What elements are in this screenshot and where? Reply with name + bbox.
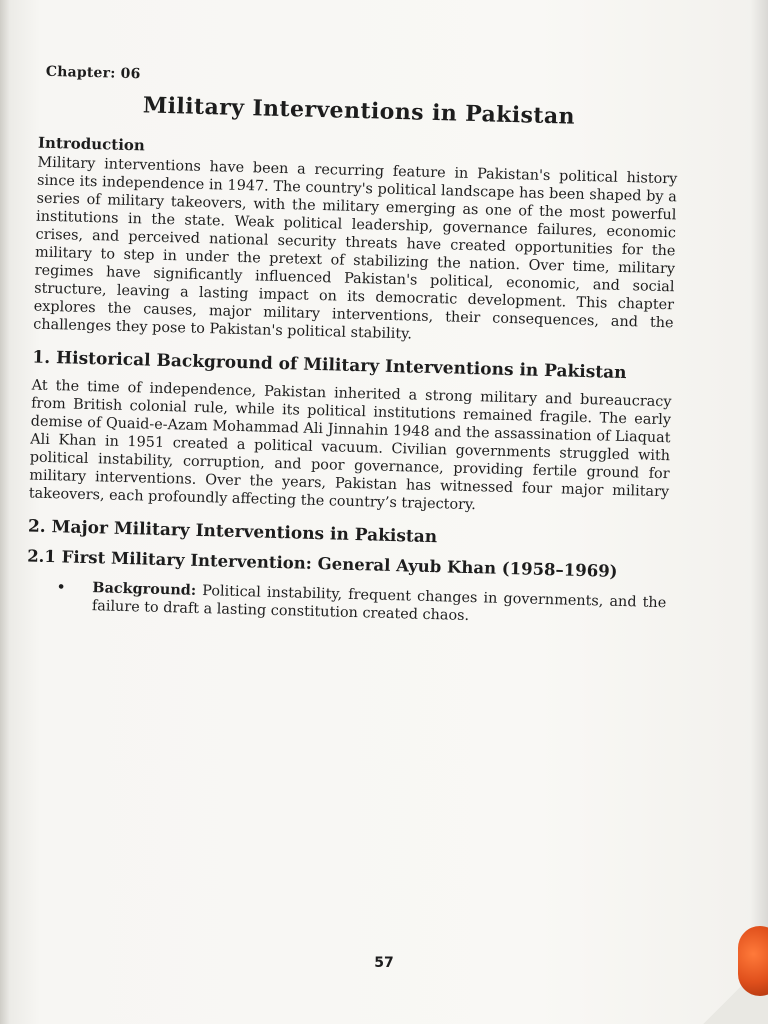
bullet-label: Background: — [92, 579, 197, 600]
section-1-heading: 1. Historical Background of Military Interventions in Pakistan — [32, 347, 627, 384]
list-item — [56, 579, 667, 631]
introduction-heading: Introduction — [37, 133, 146, 155]
page-edge-shadow — [750, 0, 768, 1024]
chapter-title: Military Interventions in Pakistan — [142, 92, 576, 130]
book-page-content — [26, 64, 680, 631]
introduction-paragraph: Military interventions have been a recurring feature in Pakistan's political history since its independence in 1947. The country's political landscape has been shaped by a series of military takeovers, with the military emerging as one of the most powerful institutions in the state. Weak political leadership, governance failures, economic crises, and perceived national security threats have created opportunities for the military to step in under the pretext of stabilizing the nation. Over time, military regimes have significantly influenced Pakistan's political, economic, and social structure, leaving a lasting impact on its democratic development. This chapter explores the causes, major military interventions, their consequences, and the challenges they pose to Pakistan's political stability. — [33, 154, 678, 343]
section-2-heading: 2. Major Military Interventions in Pakistan — [27, 516, 438, 548]
subsection-2-1-heading: 2.1 First Military Intervention: General Ayub Khan (1958–1969) — [26, 545, 618, 581]
section-1-paragraph: At the time of independence, Pakistan inherited a strong military and bureaucracy from British colonial rule, while its political institutions remained fragile. The early demise of Quaid-e-Azam Mohammad Ali Jinnahin 1948 and the assassination of Liaquat Ali Khan in 1951 created a political vacuum. Civilian governments struggled with political instability, corruption, and poor governance, providing fertile ground for military interventions. Over the years, Pakistan has witnessed four major military takeovers, each profoundly affecting the country’s trajectory. — [28, 377, 672, 514]
chapter-label: Chapter: 06 — [45, 63, 141, 83]
page-number: 57 — [374, 955, 394, 971]
bullet-body — [92, 579, 667, 630]
bullet-text: Political instability, frequent changes in governments, and the failure to draft a lasting constitution created chaos. — [91, 583, 667, 625]
bullet-dot-icon: • — [56, 577, 67, 597]
bullet-list — [26, 578, 667, 631]
